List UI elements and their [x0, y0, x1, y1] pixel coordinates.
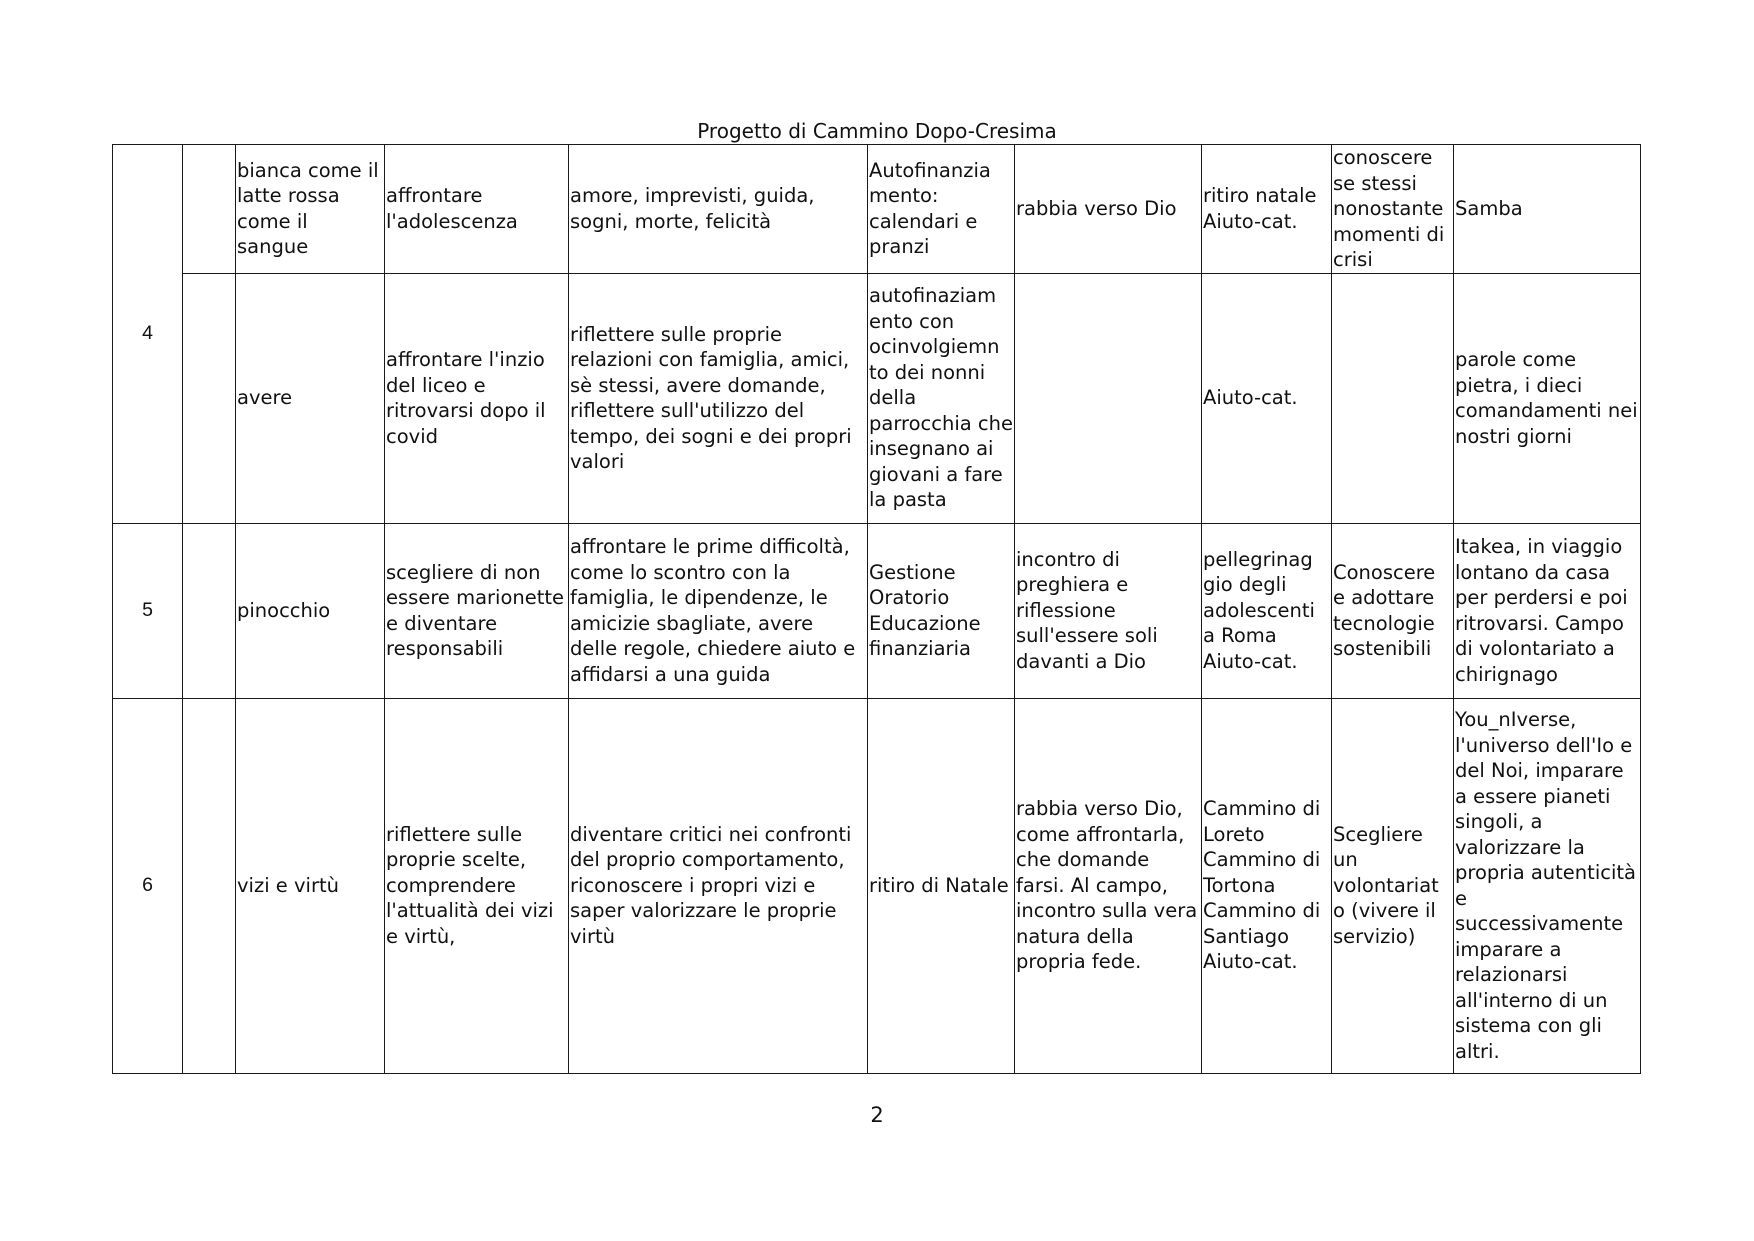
year-number-cell: 4 — [113, 145, 183, 524]
year-number-cell: 6 — [113, 698, 183, 1073]
topics-cell: affrontare le prime difficoltà, come lo scontro con la famiglia, le dipendenze, le amicizie sbagliate, avere delle regole, chiedere aiuto e affidarsi a una guida — [569, 523, 868, 698]
activity-cell: Autofinanzia mento: calendari e pranzi — [868, 145, 1015, 274]
empty-cell — [183, 698, 236, 1073]
empty-cell — [183, 273, 236, 523]
objective-cell: scegliere di non essere marionette e diventare responsabili — [385, 523, 569, 698]
empty-cell — [183, 523, 236, 698]
objective-cell: affrontare l'adolescenza — [385, 145, 569, 274]
resource-cell: Itakea, in viaggio lontano da casa per perdersi e poi ritrovarsi. Campo di volontariato a chirignago — [1454, 523, 1641, 698]
resource-cell: parole come pietra, i dieci comandamenti nei nostri giorni — [1454, 273, 1641, 523]
resource-cell: Samba — [1454, 145, 1641, 274]
theme-cell: bianca come il latte rossa come il sangue — [236, 145, 385, 274]
activity-cell: autofinaziam ento con ocinvolgiemn to dei nonni della parrocchia che insegnano ai giovani a fare la pasta — [868, 273, 1015, 523]
program-table — [112, 144, 1641, 1074]
prayer-cell: rabbia verso Dio — [1015, 145, 1202, 274]
topics-cell: amore, imprevisti, guida, sogni, morte, felicità — [569, 145, 868, 274]
skills-cell: conoscere se stessi nonostante momenti di crisi — [1332, 145, 1454, 274]
events-cell: Cammino di Loreto Cammino di Tortona Cammino di Santiago Aiuto-cat. — [1202, 698, 1332, 1073]
skills-cell — [1332, 273, 1454, 523]
page-title: Progetto di Cammino Dopo-Cresima — [697, 119, 1057, 143]
table-row — [113, 273, 1641, 523]
prayer-cell: incontro di preghiera e riflessione sull'essere soli davanti a Dio — [1015, 523, 1202, 698]
events-cell: pellegrinag gio degli adolescenti a Roma Aiuto-cat. — [1202, 523, 1332, 698]
prayer-cell: rabbia verso Dio, come affrontarla, che domande farsi. Al campo, incontro sulla vera natura della propria fede. — [1015, 698, 1202, 1073]
activity-cell: ritiro di Natale — [868, 698, 1015, 1073]
table-row — [113, 523, 1641, 698]
theme-cell: pinocchio — [236, 523, 385, 698]
topics-cell: diventare critici nei confronti del proprio comportamento, riconoscere i propri vizi e saper valorizzare le proprie virtù — [569, 698, 868, 1073]
page-number: 2 — [870, 1103, 884, 1127]
empty-cell — [183, 145, 236, 274]
events-cell: ritiro natale Aiuto-cat. — [1202, 145, 1332, 274]
topics-cell: riflettere sulle proprie relazioni con famiglia, amici, sè stessi, avere domande, riflettere sull'utilizzo del tempo, dei sogni e dei propri valori — [569, 273, 868, 523]
table-row — [113, 698, 1641, 1073]
skills-cell: Conoscere e adottare tecnologie sostenibili — [1332, 523, 1454, 698]
objective-cell: affrontare l'inzio del liceo e ritrovarsi dopo il covid — [385, 273, 569, 523]
theme-cell: avere — [236, 273, 385, 523]
table-row — [113, 145, 1641, 274]
prayer-cell — [1015, 273, 1202, 523]
objective-cell: riflettere sulle proprie scelte, comprendere l'attualità dei vizi e virtù, — [385, 698, 569, 1073]
activity-cell: Gestione Oratorio Educazione finanziaria — [868, 523, 1015, 698]
resource-cell: You_nIverse, l'universo dell'Io e del Noi, imparare a essere pianeti singoli, a valorizzare la propria autenticità e successivamente imparare a relazionarsi all'interno di un sistema con gli altri. — [1454, 698, 1641, 1073]
skills-cell: Scegliere un volontariat o (vivere il servizio) — [1332, 698, 1454, 1073]
year-number-cell: 5 — [113, 523, 183, 698]
events-cell: Aiuto-cat. — [1202, 273, 1332, 523]
theme-cell: vizi e virtù — [236, 698, 385, 1073]
